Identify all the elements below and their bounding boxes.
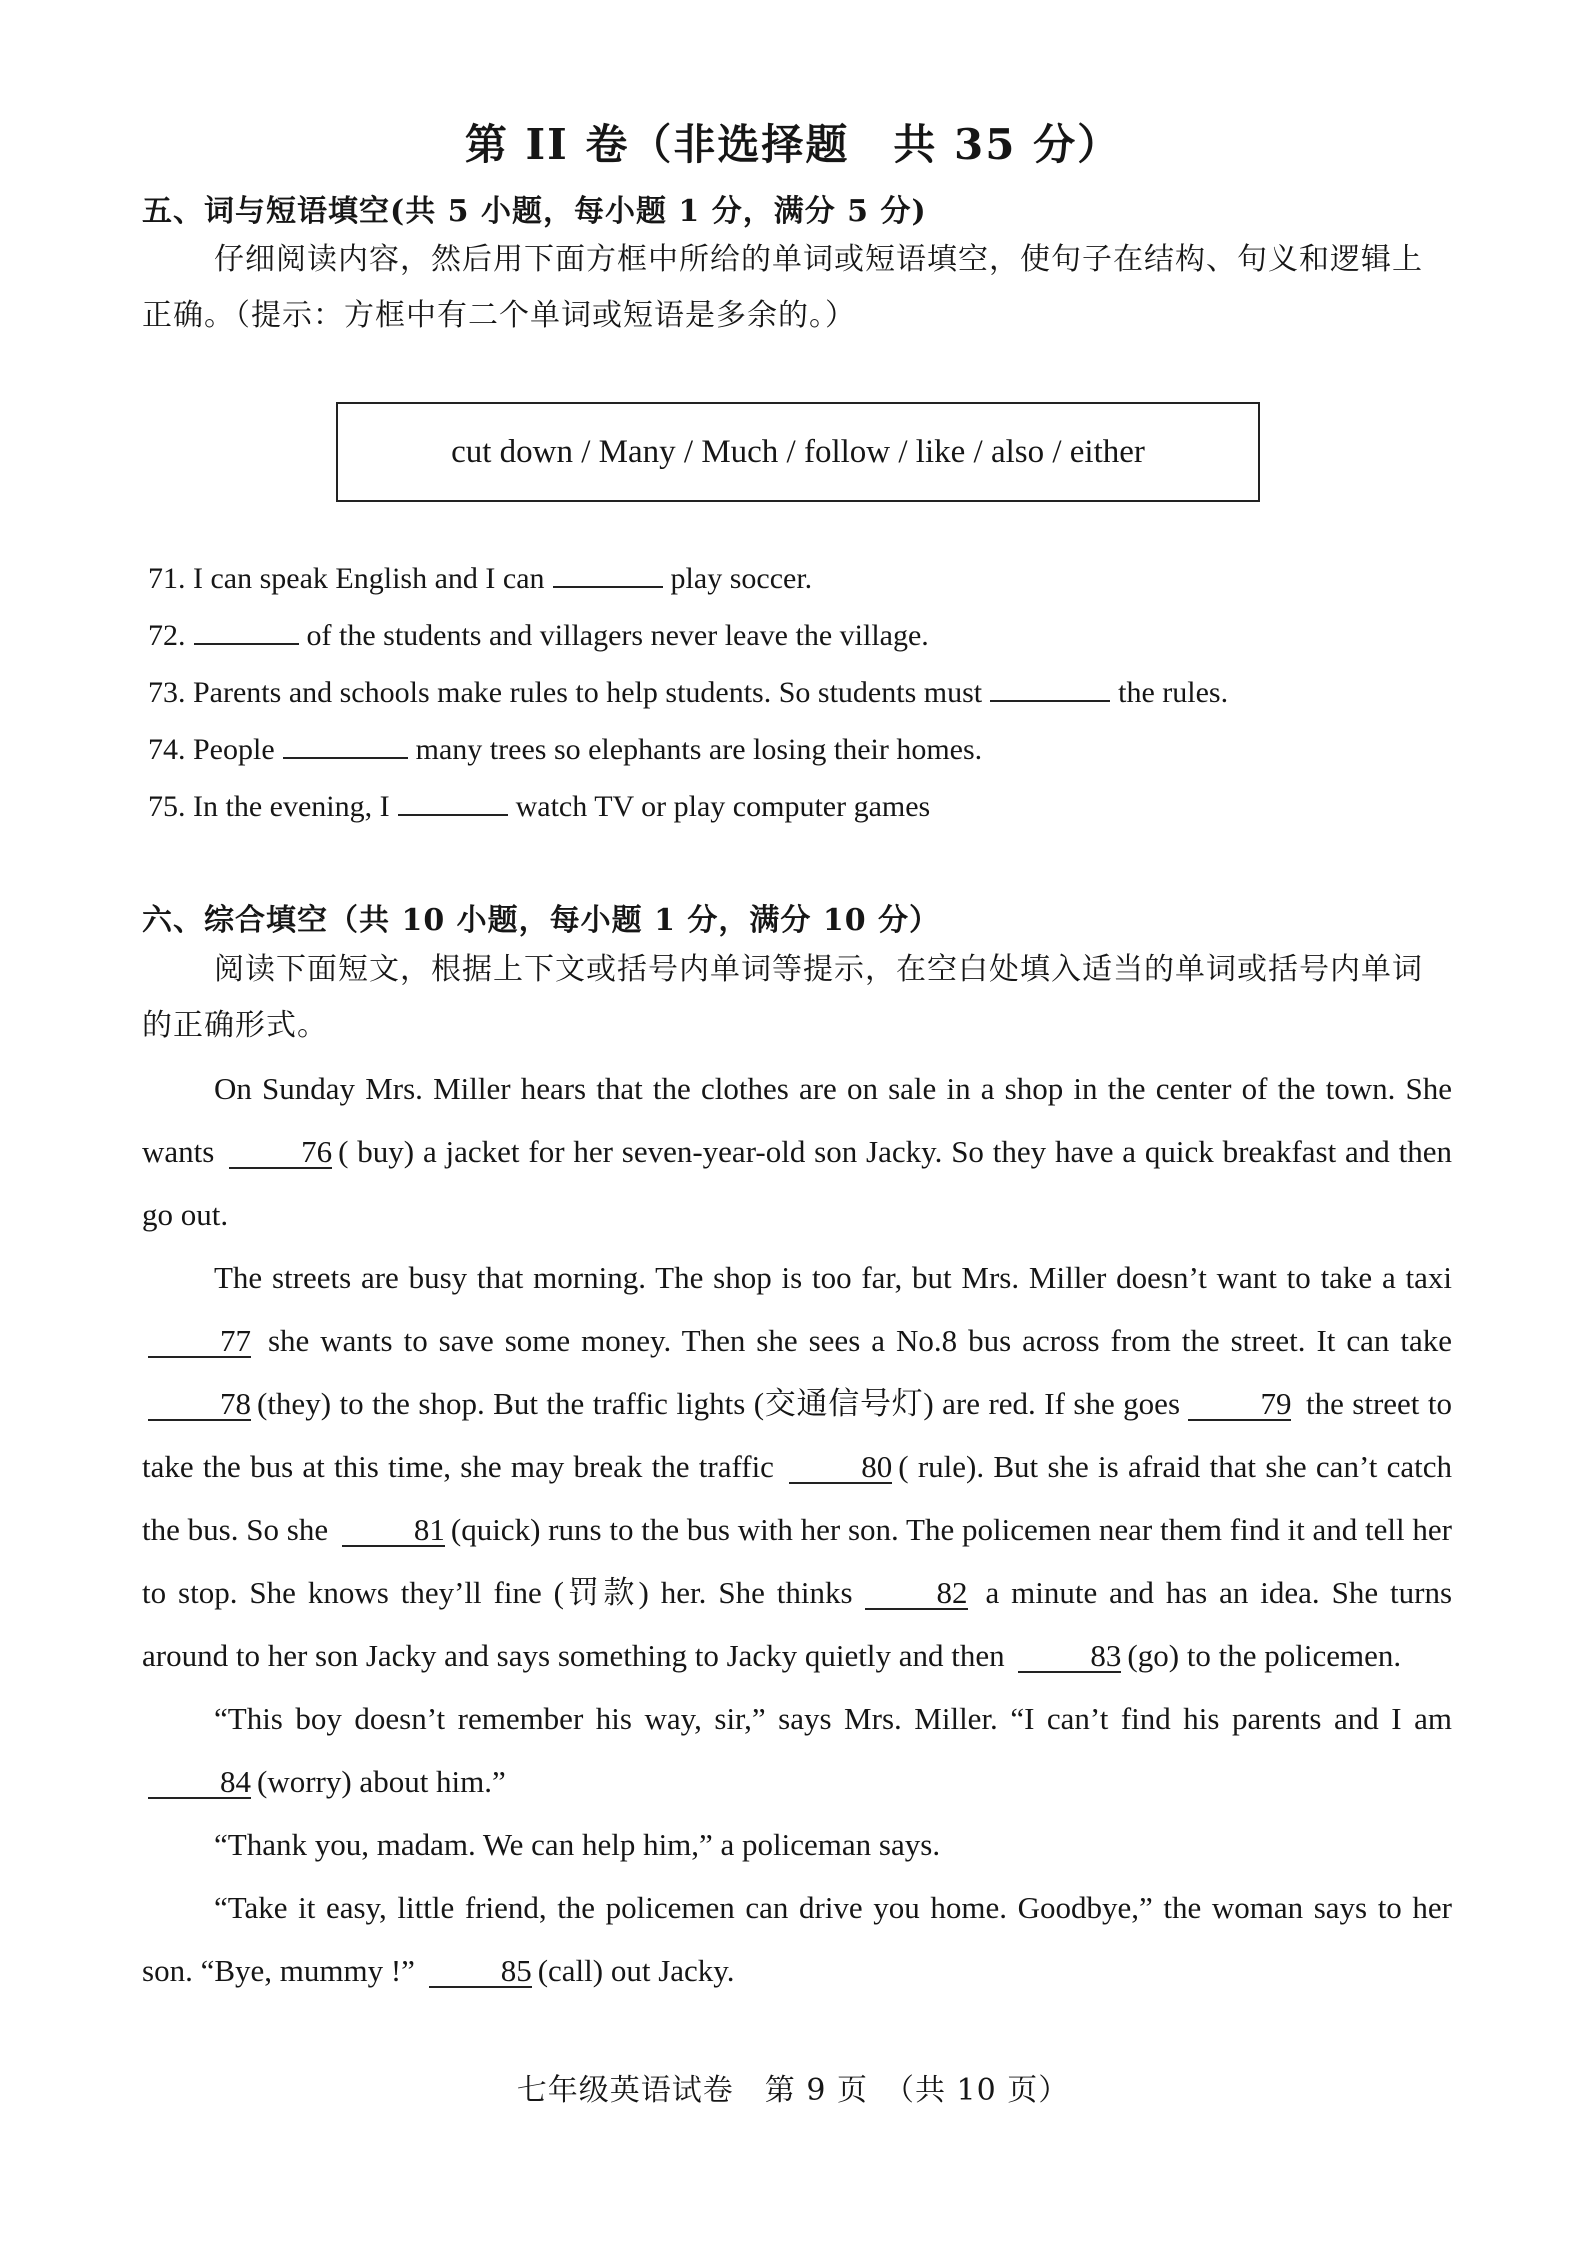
passage [142, 1057, 1452, 2002]
blank-85[interactable]: 85 [429, 1956, 532, 1988]
question-72: 72. of the students and villagers never leave the village. [148, 619, 929, 652]
page-footer: 七年级英语试卷 第 9 页 （共 10 页） [516, 2073, 1070, 2108]
answer-blank[interactable] [398, 792, 508, 816]
blank-77[interactable]: 77 [148, 1326, 251, 1358]
question-73: 73. Parents and schools make rules to help students. So students must the rules. [148, 676, 1229, 709]
blank-78[interactable]: 78 [148, 1389, 251, 1421]
passage-paragraph-4: “Thank you, madam. We can help him,” a policeman says. [214, 1827, 941, 1862]
word-box [336, 402, 1260, 502]
blank-76[interactable]: 76 [229, 1137, 332, 1169]
word-box-text: cut down / Many / Much / follow / like / also / either [451, 433, 1145, 470]
section5-title: 五、词与短语填空(共 5 小题，每小题 1 分，满分 5 分) [142, 194, 927, 229]
blank-81[interactable]: 81 [342, 1515, 445, 1547]
answer-blank[interactable] [553, 564, 663, 588]
part-heading: 第 II 卷（非选择题 共 35 分） [464, 120, 1122, 169]
passage-paragraph-2: The streets are busy that morning. The shop is too far, but Mrs. Miller doesn’t want to take a taxi 77 she wants to save some money. Then she sees a No.8 bus across from the street. It can take 78 (they) to the shop. But the traffic lights (交通信号灯) are red. If she goes 79 the street to take the bus at this time, she may break the traffic 80 ( rule). But she is afraid that she can’t catch the bus. So she 81 (quick) runs to the bus with her son. The policemen near them find it and tell her to stop. She knows they’ll fine (罚款) her. She thinks 82 a minute and has an idea. She turns around to her son Jacky and says something to Jacky quietly and then 83 (go) to the policemen. [142, 1260, 1453, 1673]
passage-paragraph-3: “This boy doesn’t remember his way, sir,” says Mrs. Miller. “I can’t find his parents and I am 84 (worry) about him.” [142, 1687, 1452, 1813]
question-71: 71. I can speak English and I can play soccer. [148, 562, 813, 595]
answer-blank[interactable] [194, 621, 299, 645]
blank-83[interactable]: 83 [1018, 1641, 1121, 1673]
blank-84[interactable]: 84 [148, 1767, 251, 1799]
question-75: 75. In the evening, I watch TV or play computer games [148, 790, 931, 823]
section5-instruction: 仔细阅读内容，然后用下面方框中所给的单词或短语填空，使句子在结构、句义和逻辑上正确。（提示：方框中有二个单词或短语是多余的。） [142, 242, 1423, 333]
blank-82[interactable]: 82 [865, 1578, 968, 1610]
section6-instruction: 阅读下面短文，根据上下文或括号内单词等提示，在空白处填入适当的单词或括号内单词的正确形式。 [142, 952, 1423, 1043]
question-74: 74. People many trees so elephants are losing their homes. [148, 733, 983, 766]
passage-paragraph-1: On Sunday Mrs. Miller hears that the clothes are on sale in a shop in the center of the town. She wants 76 ( buy) a jacket for her seven-year-old son Jacky. So they have a quick breakfast and then go out. [142, 1071, 1452, 1232]
passage-paragraph-5: “Take it easy, little friend, the policemen can drive you home. Goodbye,” the woman says to her son. “Bye, mummy !” 85 (call) out Jacky. [142, 1890, 1452, 1988]
blank-80[interactable]: 80 [789, 1452, 892, 1484]
section6-title: 六、综合填空（共 10 小题，每小题 1 分，满分 10 分） [142, 903, 941, 938]
answer-blank[interactable] [283, 735, 408, 759]
answer-blank[interactable] [990, 678, 1110, 702]
blank-79[interactable]: 79 [1188, 1389, 1291, 1421]
